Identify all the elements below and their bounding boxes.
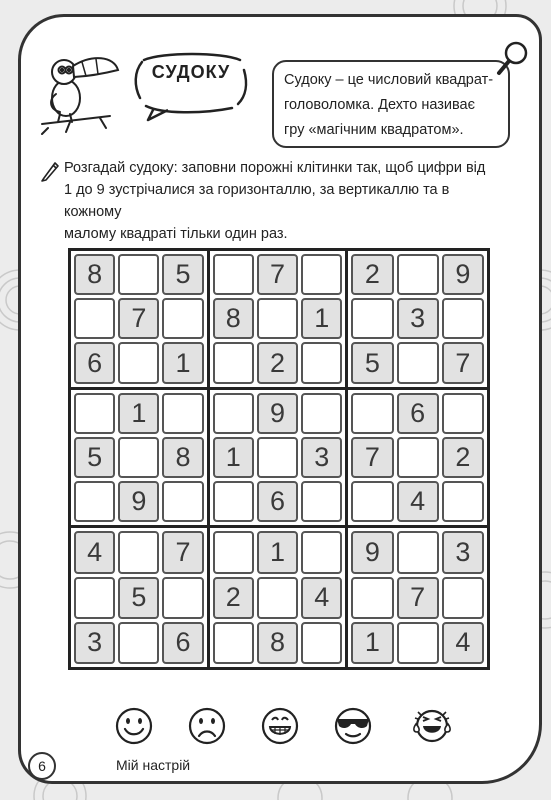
sudoku-empty-cell[interactable] <box>442 481 484 522</box>
sudoku-empty-cell[interactable] <box>442 393 484 434</box>
sudoku-given-cell: 6 <box>162 622 203 664</box>
sudoku-empty-cell[interactable] <box>351 298 393 339</box>
sudoku-given-cell: 5 <box>74 437 115 478</box>
sudoku-empty-cell[interactable] <box>213 393 254 434</box>
sudoku-given-cell: 3 <box>74 622 115 664</box>
sudoku-given-cell: 1 <box>301 298 342 339</box>
sudoku-empty-cell[interactable] <box>301 481 342 522</box>
info-text <box>284 68 506 143</box>
page-number: 6 <box>28 752 56 780</box>
sudoku-empty-cell[interactable] <box>351 481 393 522</box>
sudoku-given-cell: 3 <box>442 531 484 573</box>
instruction-line: 1 до 9 зустрічалися за горизонталлю, за вертикаллю та в кожному <box>64 182 450 220</box>
sudoku-box <box>210 390 349 529</box>
sudoku-box <box>210 251 349 390</box>
sudoku-given-cell: 6 <box>397 393 439 434</box>
sudoku-empty-cell[interactable] <box>257 437 298 478</box>
sudoku-given-cell: 4 <box>397 481 439 522</box>
sudoku-given-cell: 8 <box>257 622 298 664</box>
laughing-tears-face-icon[interactable] <box>412 706 452 746</box>
sudoku-given-cell: 9 <box>118 481 159 522</box>
sudoku-empty-cell[interactable] <box>442 298 484 339</box>
sudoku-given-cell: 7 <box>162 531 203 573</box>
sudoku-box <box>71 251 210 390</box>
sudoku-empty-cell[interactable] <box>162 481 203 522</box>
sudoku-given-cell: 1 <box>351 622 393 664</box>
sudoku-given-cell: 1 <box>162 342 203 383</box>
magnifier-icon <box>496 40 530 76</box>
instruction-line: Розгадай судоку: заповни порожні клітинки так, щоб цифри від <box>64 160 486 176</box>
sudoku-given-cell: 2 <box>351 254 393 295</box>
sudoku-empty-cell[interactable] <box>257 298 298 339</box>
sudoku-box <box>348 251 487 390</box>
sudoku-empty-cell[interactable] <box>301 342 342 383</box>
sudoku-given-cell: 2 <box>442 437 484 478</box>
sudoku-empty-cell[interactable] <box>351 577 393 619</box>
sudoku-given-cell: 4 <box>301 577 342 619</box>
sudoku-box <box>348 528 487 667</box>
sudoku-empty-cell[interactable] <box>351 393 393 434</box>
sudoku-given-cell: 8 <box>162 437 203 478</box>
sudoku-empty-cell[interactable] <box>213 531 254 573</box>
sudoku-empty-cell[interactable] <box>301 254 342 295</box>
sudoku-given-cell: 1 <box>118 393 159 434</box>
sudoku-empty-cell[interactable] <box>301 531 342 573</box>
mood-label: Мій настрій <box>116 757 191 773</box>
info-line: гру «магічним квадратом». <box>284 122 464 138</box>
sudoku-empty-cell[interactable] <box>213 254 254 295</box>
sudoku-box <box>71 390 210 529</box>
sudoku-empty-cell[interactable] <box>118 254 159 295</box>
info-line: головоломка. Дехто називає <box>284 97 476 113</box>
sudoku-empty-cell[interactable] <box>397 254 439 295</box>
instruction-text <box>64 157 504 245</box>
sudoku-empty-cell[interactable] <box>397 622 439 664</box>
sudoku-empty-cell[interactable] <box>118 622 159 664</box>
sudoku-given-cell: 7 <box>397 577 439 619</box>
sudoku-empty-cell[interactable] <box>213 622 254 664</box>
sudoku-given-cell: 9 <box>351 531 393 573</box>
sudoku-given-cell: 1 <box>257 531 298 573</box>
sudoku-given-cell: 6 <box>257 481 298 522</box>
sudoku-given-cell: 4 <box>442 622 484 664</box>
sudoku-given-cell: 1 <box>213 437 254 478</box>
sudoku-given-cell: 7 <box>442 342 484 383</box>
sudoku-empty-cell[interactable] <box>213 481 254 522</box>
sudoku-given-cell: 2 <box>213 577 254 619</box>
sudoku-given-cell: 9 <box>442 254 484 295</box>
sudoku-empty-cell[interactable] <box>397 531 439 573</box>
sudoku-given-cell: 5 <box>351 342 393 383</box>
sudoku-given-cell: 7 <box>351 437 393 478</box>
sudoku-box <box>210 528 349 667</box>
sudoku-grid <box>68 248 490 670</box>
sudoku-given-cell: 8 <box>213 298 254 339</box>
sudoku-empty-cell[interactable] <box>162 577 203 619</box>
pencil-icon <box>40 160 60 182</box>
sudoku-empty-cell[interactable] <box>301 622 342 664</box>
sudoku-given-cell: 5 <box>118 577 159 619</box>
sudoku-empty-cell[interactable] <box>74 393 115 434</box>
sudoku-empty-cell[interactable] <box>118 342 159 383</box>
sudoku-empty-cell[interactable] <box>301 393 342 434</box>
sudoku-empty-cell[interactable] <box>74 577 115 619</box>
sudoku-given-cell: 5 <box>162 254 203 295</box>
sudoku-box <box>348 390 487 529</box>
smile-face-icon[interactable] <box>114 706 154 746</box>
sudoku-given-cell: 8 <box>74 254 115 295</box>
sudoku-empty-cell[interactable] <box>257 577 298 619</box>
sudoku-empty-cell[interactable] <box>118 437 159 478</box>
sudoku-empty-cell[interactable] <box>118 531 159 573</box>
sudoku-given-cell: 4 <box>74 531 115 573</box>
sudoku-given-cell: 9 <box>257 393 298 434</box>
sudoku-empty-cell[interactable] <box>397 342 439 383</box>
cool-sunglasses-face-icon[interactable] <box>333 706 373 746</box>
sudoku-empty-cell[interactable] <box>162 298 203 339</box>
sudoku-empty-cell[interactable] <box>442 577 484 619</box>
sudoku-empty-cell[interactable] <box>74 298 115 339</box>
sudoku-box <box>71 528 210 667</box>
sudoku-given-cell: 6 <box>74 342 115 383</box>
sudoku-given-cell: 3 <box>301 437 342 478</box>
sudoku-given-cell: 3 <box>397 298 439 339</box>
sudoku-empty-cell[interactable] <box>74 481 115 522</box>
page-title: СУДОКУ <box>151 62 231 82</box>
instruction-line: малому квадраті тільки один раз. <box>64 226 288 242</box>
sudoku-empty-cell[interactable] <box>162 393 203 434</box>
sudoku-given-cell: 7 <box>118 298 159 339</box>
sudoku-given-cell: 2 <box>257 342 298 383</box>
toucan-mascot-icon <box>40 50 122 140</box>
sudoku-given-cell: 7 <box>257 254 298 295</box>
grin-face-icon[interactable] <box>260 706 300 746</box>
sudoku-empty-cell[interactable] <box>213 342 254 383</box>
info-line: Судоку – це числовий квадрат- <box>284 72 494 88</box>
sudoku-empty-cell[interactable] <box>397 437 439 478</box>
sad-face-icon[interactable] <box>187 706 227 746</box>
